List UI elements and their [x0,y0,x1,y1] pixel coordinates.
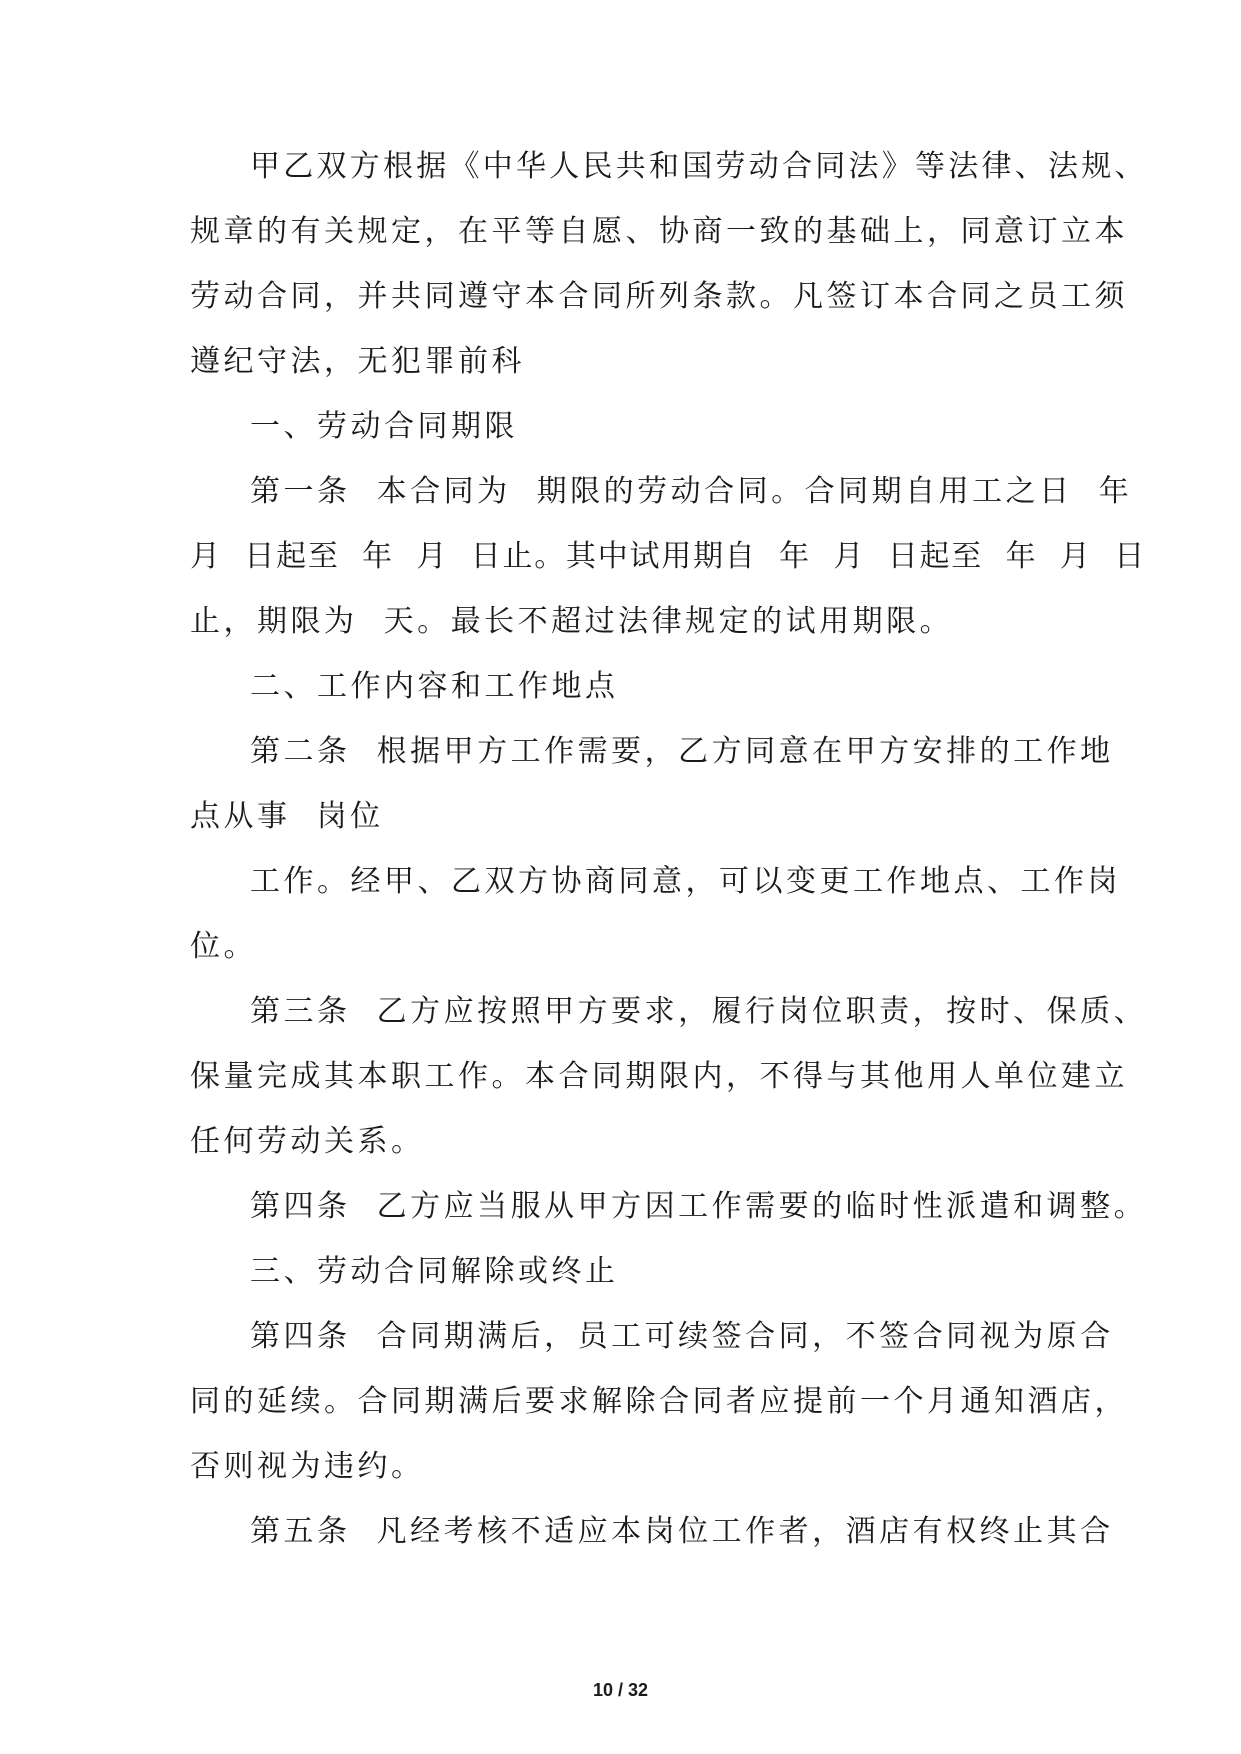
paragraph-line: 第三条 乙方应按照甲方要求，履行岗位职责，按时、保质、 [250,994,1148,1029]
paragraph-line: 工作。经甲、乙双方协商同意，可以变更工作地点、工作岗 [250,864,1121,899]
section-heading: 二、工作内容和工作地点 [250,669,619,704]
page-number: 10 / 32 [592,1680,649,1700]
paragraph-line: 止，期限为 天。最长不超过法律规定的试用期限。 [190,604,954,639]
paragraph-line: 同的延续。合同期满后要求解除合同者应提前一个月通知酒店， [190,1384,1128,1419]
paragraph-line: 规章的有关规定，在平等自愿、协商一致的基础上，同意订立本 [190,214,1128,249]
paragraph-line: 点从事 岗位 [190,799,384,834]
section-heading: 一、劳动合同期限 [250,409,518,444]
paragraph-line: 甲乙双方根据《中华人民共和国劳动合同法》等法律、法规、 [250,149,1148,184]
paragraph-line: 月 日起至 年 月 日止。其中试用期自 年 月 日起至 年 月 日 [190,539,1146,574]
paragraph-line: 劳动合同，并共同遵守本合同所列条款。凡签订本合同之员工须 [190,279,1128,314]
section-heading: 三、劳动合同解除或终止 [250,1254,619,1289]
paragraph-line: 位。 [190,929,257,964]
paragraph-line: 第五条 凡经考核不适应本岗位工作者，酒店有权终止其合 [250,1514,1114,1549]
paragraph-line: 否则视为违约。 [190,1449,425,1484]
paragraph-line: 保量完成其本职工作。本合同期限内，不得与其他用人单位建立 [190,1059,1128,1094]
paragraph-line: 第四条 合同期满后，员工可续签合同，不签合同视为原合 [250,1319,1114,1354]
paragraph-line: 任何劳动关系。 [190,1124,425,1159]
paragraph-line: 第二条 根据甲方工作需要，乙方同意在甲方安排的工作地 [250,734,1114,769]
paragraph-line: 第四条 乙方应当服从甲方因工作需要的临时性派遣和调整。 [250,1189,1148,1224]
paragraph-line: 遵纪守法，无犯罪前科 [190,344,525,379]
paragraph-line: 第一条 本合同为 期限的劳动合同。合同期自用工之日 年 [250,474,1133,509]
